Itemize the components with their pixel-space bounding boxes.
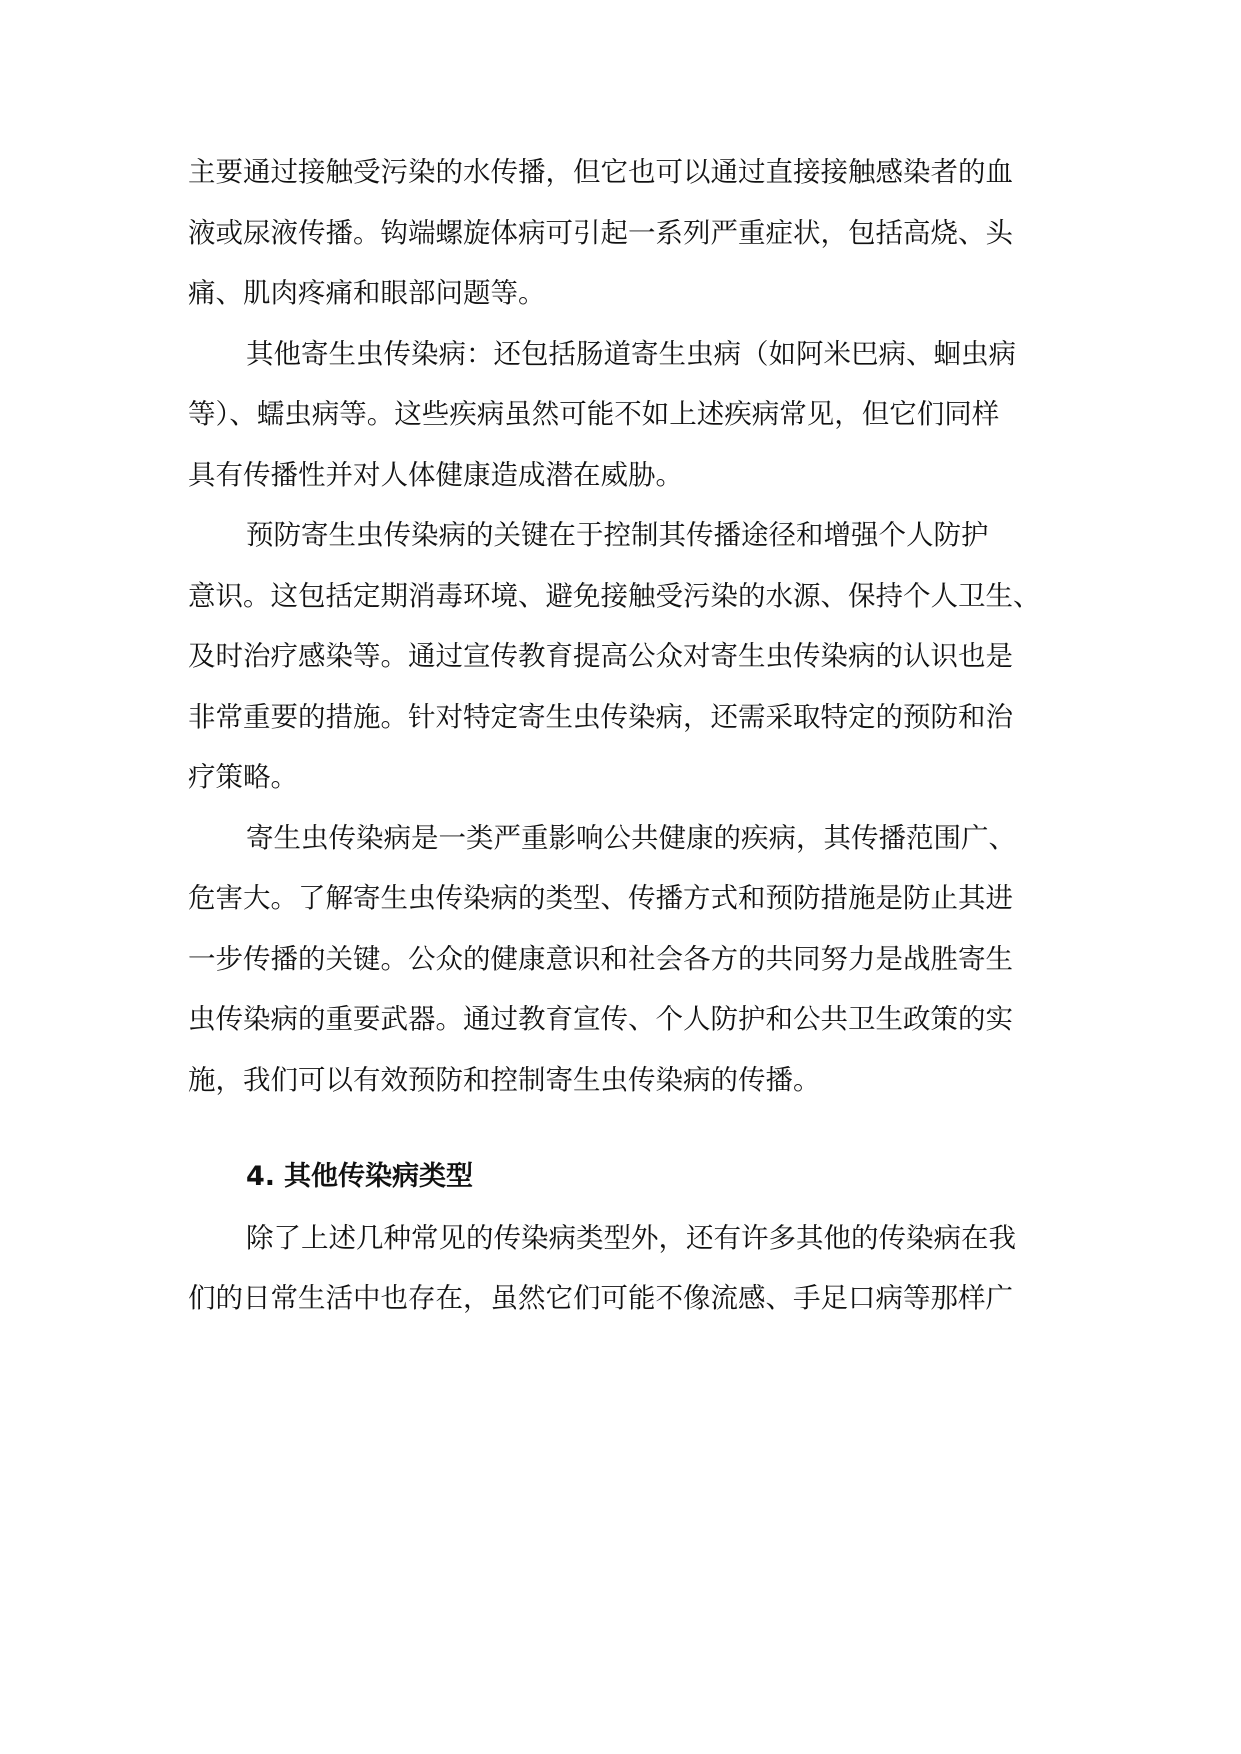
- text-line: 除了上述几种常见的传染病类型外，还有许多其他的传染病在我: [246, 1221, 1016, 1254]
- text-line: 具有传播性并对人体健康造成潜在威胁。: [188, 458, 683, 491]
- paragraph-other-infectious-diseases: [188, 1208, 1058, 1329]
- paragraph-leptospirosis-continued: [188, 142, 1058, 324]
- text-line: 们的日常生活中也存在，虽然它们可能不像流感、手足口病等那样广: [188, 1282, 1013, 1314]
- document-body: [188, 142, 1058, 1329]
- text-line: 疗策略。: [188, 761, 298, 793]
- section-number: 4.: [246, 1161, 276, 1192]
- section-heading: [188, 1147, 1058, 1208]
- section-title: 其他传染病类型: [284, 1161, 473, 1192]
- text-line: 及时治疗感染等。通过宣传教育提高公众对寄生虫传染病的认识也是: [188, 640, 1013, 672]
- text-line: 一步传播的关键。公众的健康意识和社会各方的共同努力是战胜寄生: [188, 942, 1013, 975]
- text-line: 痛、肌肉疼痛和眼部问题等。: [188, 277, 546, 309]
- paragraph-prevention: [188, 505, 1058, 808]
- text-line: 意识。这包括定期消毒环境、避免接触受污染的水源、保持个人卫生、: [188, 579, 1041, 612]
- text-line: 主要通过接触受污染的水传播，但它也可以通过直接接触感染者的血: [188, 156, 1013, 188]
- paragraph-other-parasitic-diseases: [188, 324, 1058, 506]
- text-line: 非常重要的措施。针对特定寄生虫传染病，还需采取特定的预防和治: [188, 700, 1013, 733]
- text-line: 寄生虫传染病是一类严重影响公共健康的疾病，其传播范围广、: [246, 821, 1016, 854]
- text-line: 预防寄生虫传染病的关键在于控制其传播途径和增强个人防护: [246, 519, 989, 551]
- paragraph-summary: [188, 808, 1058, 1111]
- text-line: 液或尿液传播。钩端螺旋体病可引起一系列严重症状，包括高烧、头: [188, 216, 1013, 249]
- text-line: 其他寄生虫传染病：还包括肠道寄生虫病（如阿米巴病、蛔虫病: [246, 337, 1016, 370]
- text-line: 虫传染病的重要武器。通过教育宣传、个人防护和公共卫生政策的实: [188, 1003, 1013, 1035]
- text-line: 施，我们可以有效预防和控制寄生虫传染病的传播。: [188, 1063, 821, 1096]
- text-line: 危害大。了解寄生虫传染病的类型、传播方式和预防措施是防止其进: [188, 882, 1013, 914]
- text-line: 等）、蠕虫病等。这些疾病虽然可能不如上述疾病常见，但它们同样: [188, 398, 1000, 430]
